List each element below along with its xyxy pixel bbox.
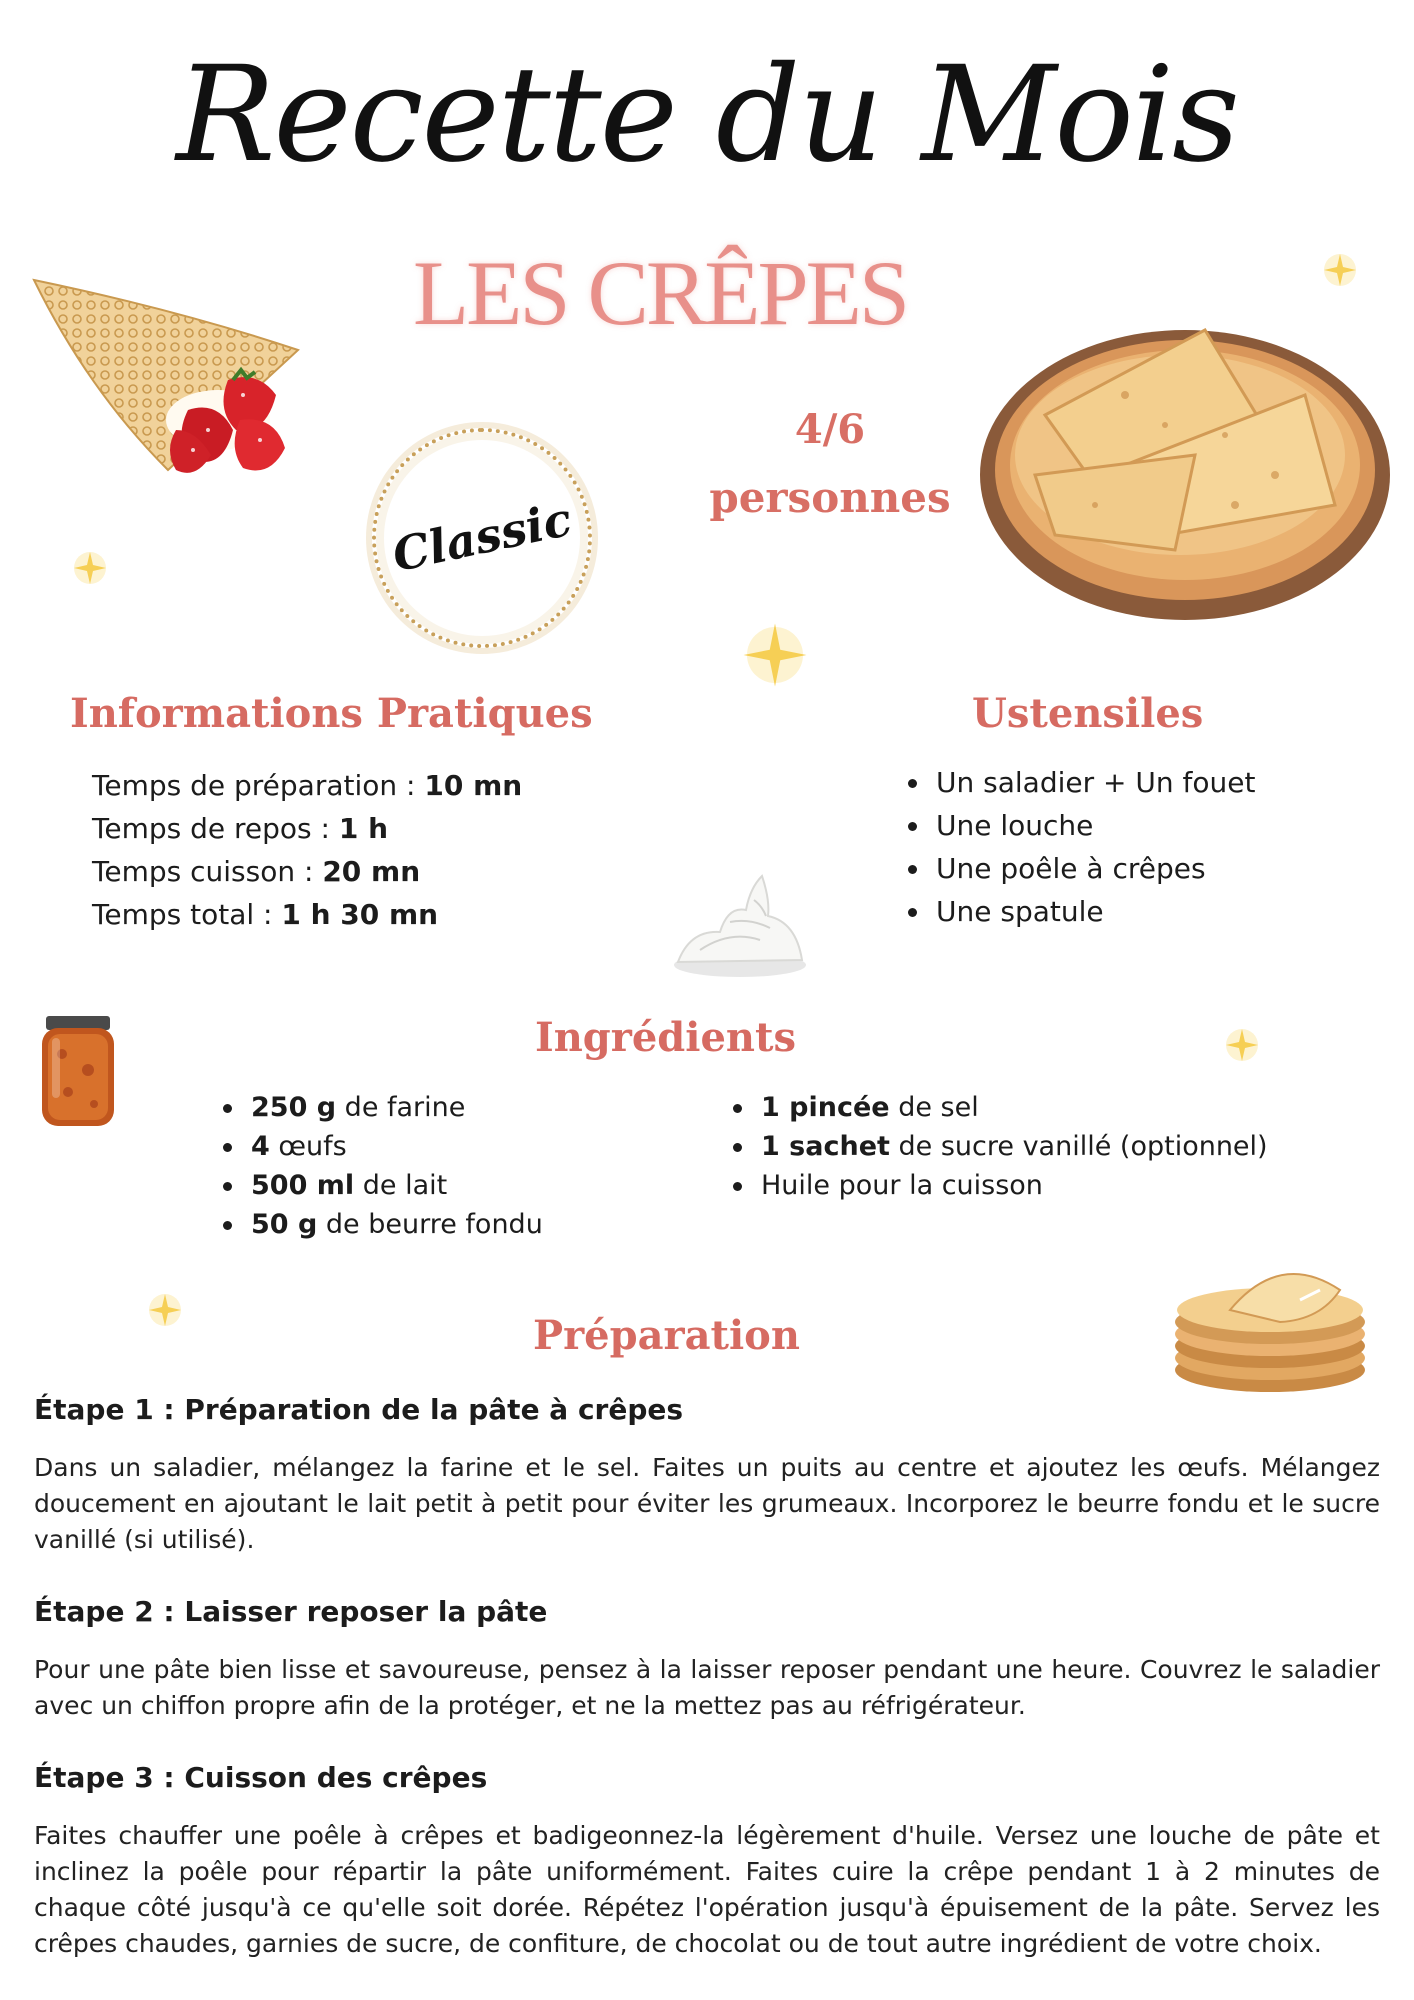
ingredients-list-right [725, 1088, 1268, 1205]
info-heading: Informations Pratiques [70, 690, 593, 737]
sparkle-icon [1222, 1025, 1262, 1065]
crepe-cone-image [28, 270, 328, 490]
recipe-name: LES CRÊPES [412, 242, 907, 344]
jam-jar-image [38, 1010, 118, 1130]
ingredient-item: Huile pour la cuisson [725, 1166, 1268, 1205]
sparkle-icon [740, 620, 810, 690]
step-body: Pour une pâte bien lisse et savoureuse, pensez à la laisser reposer pendant une heure. Couvrez le saladier avec un chiffon propre afin de la protéger, et ne la mettez pas au réfrigérateur. [34, 1655, 1380, 1720]
info-item: Temps de repos : 1 h [92, 812, 389, 845]
step-title: Étape 3 : Cuisson des crêpes [34, 1761, 488, 1794]
sparkle-icon [1320, 250, 1360, 290]
step-title: Étape 1 : Préparation de la pâte à crêpes [34, 1393, 684, 1426]
ingredient-item: 1 pincée de sel [725, 1088, 1268, 1127]
ingredient-item: 500 ml de lait [215, 1166, 543, 1205]
servings-count: 4/6 [794, 406, 866, 453]
ingredient-item: 50 g de beurre fondu [215, 1205, 543, 1244]
ingredients-heading: Ingrédients [535, 1014, 796, 1061]
page-title: Recette du Mois [176, 38, 1238, 192]
list-item: Un saladier + Un fouet [900, 763, 1255, 803]
ingredient-item: 4 œufs [215, 1127, 543, 1166]
servings-label: personnes [709, 473, 951, 522]
badge-label: Classic [387, 491, 577, 583]
ingredient-item: 250 g de farine [215, 1088, 543, 1127]
utensils-heading: Ustensiles [972, 690, 1204, 737]
info-item: Temps cuisson : 20 mn [92, 855, 421, 888]
sparkle-icon [145, 1290, 185, 1330]
list-item: Une spatule [900, 892, 1255, 932]
sparkle-icon [70, 548, 110, 588]
step-body: Dans un saladier, mélangez la farine et le sel. Faites un puits au centre et ajoutez les œufs. Mélangez doucement en ajoutant le lait petit à petit pour éviter les grumeaux. Incorporez le beurre fondu et le sucre vanillé (si utilisé). [34, 1453, 1380, 1554]
info-item: Temps total : 1 h 30 mn [92, 898, 439, 931]
small-crepe-stack-image [1170, 1250, 1370, 1395]
whipped-cream-image [670, 870, 810, 980]
classic-badge [372, 428, 592, 648]
step-title: Étape 2 : Laisser reposer la pâte [34, 1595, 548, 1628]
ingredients-list-left [215, 1088, 543, 1244]
preparation-heading: Préparation [533, 1312, 800, 1359]
utensils-list [900, 763, 1255, 932]
step-body: Faites chauffer une poêle à crêpes et badigeonnez-la légèrement d'huile. Versez une louche de pâte et inclinez la poêle pour répartir la pâte uniformément. Faites cuire la crêpe pendant 1 à 2 minutes de chaque côté jusqu'à ce qu'elle soit dorée. Répétez l'opération jusqu'à épuisement de la pâte. Servez les crêpes chaudes, garnies de sucre, de confiture, de chocolat ou de tout autre ingrédient de votre choix. [34, 1821, 1380, 1958]
list-item: Une poêle à crêpes [900, 849, 1255, 889]
ingredient-item: 1 sachet de sucre vanillé (optionnel) [725, 1127, 1268, 1166]
list-item: Une louche [900, 806, 1255, 846]
crepe-plate-image [975, 305, 1395, 625]
info-item: Temps de préparation : 10 mn [92, 769, 523, 802]
